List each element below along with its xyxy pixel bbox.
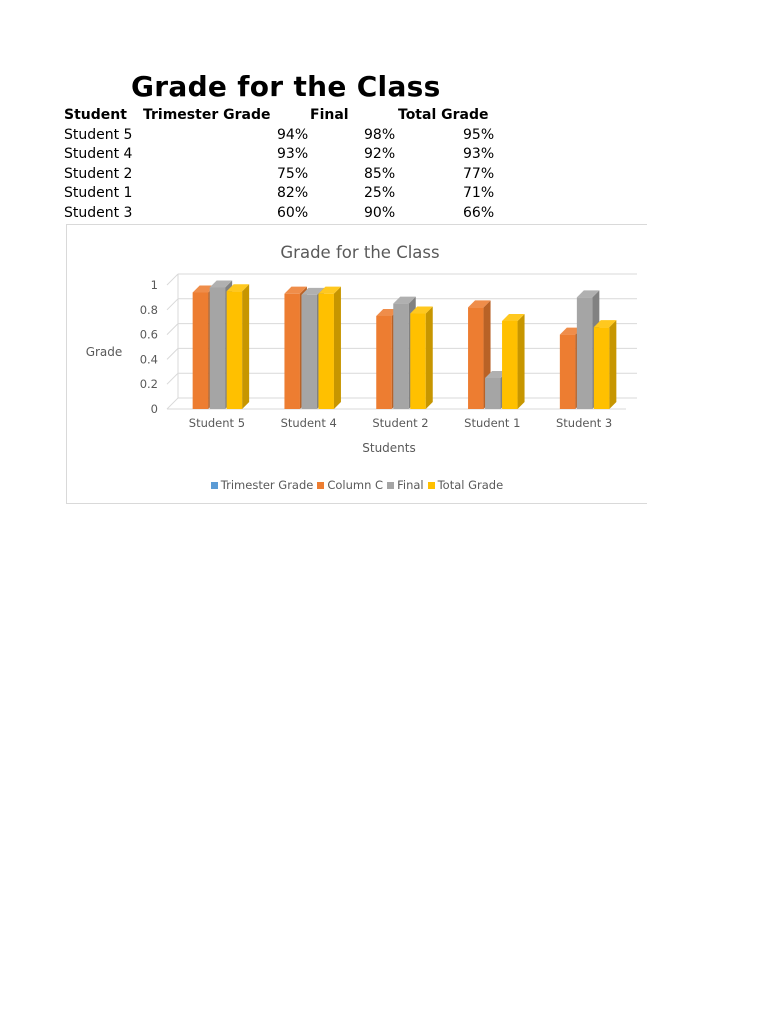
legend-label: Column C <box>327 478 384 492</box>
cell-final[interactable]: 85% <box>364 165 396 182</box>
gridline-side <box>167 398 178 409</box>
bar <box>485 378 501 409</box>
cell-student[interactable]: Student 4 <box>64 146 133 163</box>
bar-side <box>334 287 341 409</box>
bar <box>227 291 243 409</box>
bar-side <box>426 307 433 409</box>
bar-side <box>242 284 249 409</box>
y-tick-label: 0 <box>150 402 158 416</box>
x-tick-label: Student 1 <box>464 416 521 430</box>
y-tick-label: 1 <box>150 278 158 292</box>
bar <box>410 314 426 409</box>
bar <box>560 335 576 409</box>
y-axis-label: Grade <box>85 345 123 359</box>
chart-title: Grade for the Class <box>280 243 440 262</box>
gridline-side <box>167 274 178 285</box>
bar <box>594 327 610 409</box>
legend-item <box>211 478 314 492</box>
legend-label: Total Grade <box>437 478 504 492</box>
legend-swatch <box>387 482 394 489</box>
x-tick-label: Student 4 <box>280 416 337 430</box>
cell-column-c[interactable]: 94% <box>277 126 309 143</box>
sheet-title: Grade for the Class <box>131 70 441 103</box>
chart[interactable] <box>66 224 647 504</box>
bar <box>193 292 209 409</box>
legend-item <box>317 478 383 492</box>
gridline-side <box>167 324 178 335</box>
legend-item <box>387 478 424 492</box>
legend-label: Final <box>397 478 424 492</box>
gridline-side <box>167 373 178 384</box>
cell-total-grade[interactable]: 77% <box>463 165 495 182</box>
cell-student[interactable]: Student 3 <box>64 204 133 221</box>
legend-swatch <box>317 482 324 489</box>
cell-total-grade[interactable]: 71% <box>463 185 495 202</box>
x-axis-label: Students <box>362 441 416 455</box>
legend-item <box>428 478 504 492</box>
cell-column-c[interactable]: 75% <box>277 165 309 182</box>
x-tick-label: Student 3 <box>555 416 613 430</box>
gridline-side <box>167 299 178 310</box>
y-tick-label: 0.2 <box>139 377 158 392</box>
x-tick-label: Student 5 <box>188 416 246 430</box>
bar <box>210 287 226 409</box>
legend-label: Trimester Grade <box>220 478 314 492</box>
header-total-grade[interactable]: Total Grade <box>398 107 489 123</box>
bar <box>393 304 409 409</box>
cell-column-c[interactable]: 93% <box>277 146 309 163</box>
bar-side <box>518 314 525 409</box>
legend-swatch <box>211 482 218 489</box>
legend-swatch <box>428 482 435 489</box>
cell-final[interactable]: 90% <box>364 204 396 221</box>
bar <box>502 321 518 409</box>
header-student[interactable]: Student <box>64 107 127 123</box>
x-tick-label: Student 2 <box>372 416 429 430</box>
bar <box>468 307 484 409</box>
y-tick-label: 0.8 <box>139 302 158 317</box>
cell-column-c[interactable]: 60% <box>277 204 309 221</box>
gridline-side <box>167 348 178 359</box>
header-trimester-grade[interactable]: Trimester Grade <box>143 107 271 123</box>
bar <box>318 294 334 409</box>
cell-total-grade[interactable]: 93% <box>463 146 495 163</box>
y-tick-label: 0.4 <box>139 352 158 367</box>
header-final[interactable]: Final <box>310 107 349 123</box>
cell-student[interactable]: Student 1 <box>64 185 133 202</box>
cell-student[interactable]: Student 2 <box>64 165 133 182</box>
cell-total-grade[interactable]: 95% <box>463 126 495 143</box>
bar <box>577 297 593 409</box>
bar <box>376 316 392 409</box>
bar-side <box>609 320 616 409</box>
y-tick-label: 0.6 <box>139 327 158 342</box>
cell-student[interactable]: Student 5 <box>64 126 133 143</box>
chart-legend <box>67 478 647 492</box>
cell-final[interactable]: 98% <box>364 126 396 143</box>
bar <box>301 295 317 409</box>
cell-column-c[interactable]: 82% <box>277 185 309 202</box>
bar <box>284 294 300 409</box>
cell-final[interactable]: 25% <box>364 185 396 202</box>
cell-total-grade[interactable]: 66% <box>463 204 495 221</box>
chart-svg <box>67 225 647 503</box>
cell-final[interactable]: 92% <box>364 146 396 163</box>
